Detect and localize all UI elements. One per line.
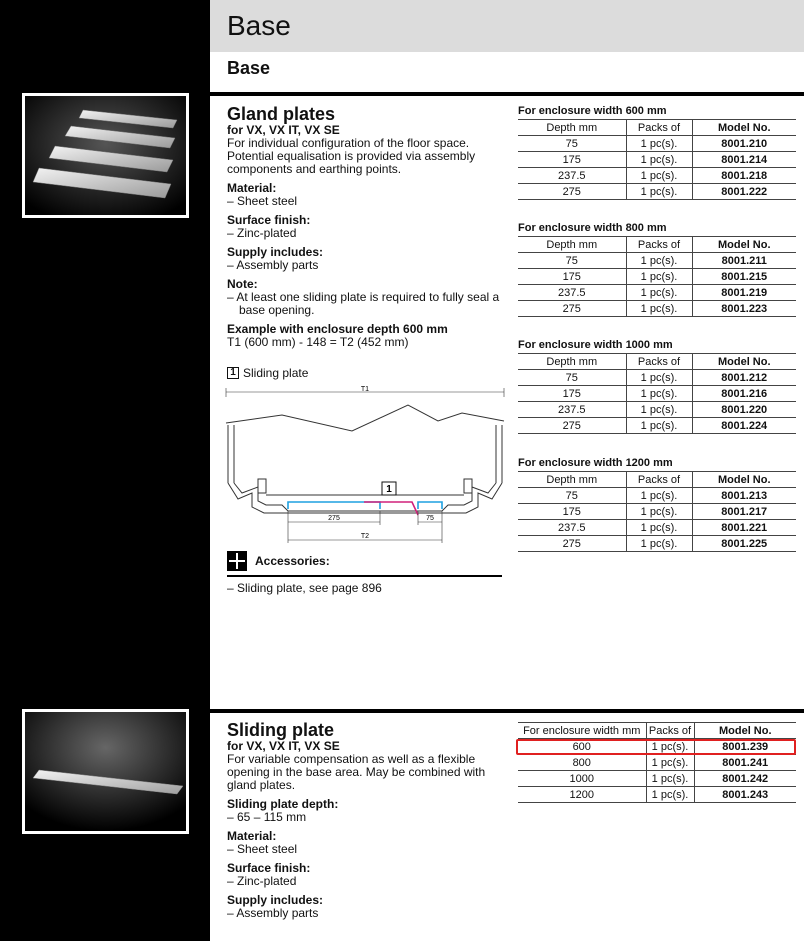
table-row — [518, 536, 796, 552]
cell-model: 8001.223 — [721, 302, 768, 315]
cell-depth: 175 — [518, 152, 626, 168]
header-model: Model No. — [718, 724, 772, 737]
header-model: Model No. — [717, 355, 771, 368]
sliding-surface: – Zinc-plated — [227, 874, 297, 888]
accessories-header — [227, 551, 502, 577]
sliding-depth: – 65 – 115 mm — [227, 810, 307, 824]
cell-packs: 1 pc(s). — [626, 269, 692, 285]
cell-packs: 1 pc(s). — [626, 285, 692, 301]
cell-model: 8001.210 — [721, 137, 768, 150]
gland-note-label: Note: — [227, 277, 258, 291]
header-packs: Packs of — [626, 120, 692, 136]
diagram-legend — [227, 366, 308, 380]
table-row — [518, 152, 796, 168]
page-header-bar — [210, 0, 804, 52]
cell-packs: 1 pc(s). — [626, 520, 692, 536]
header-depth: Depth mm — [518, 354, 626, 370]
cell-packs: 1 pc(s). — [626, 402, 692, 418]
diagram-label-75: 75 — [426, 515, 434, 522]
table-caption: For enclosure width 600 mm — [518, 105, 667, 117]
cell-model: 8001.221 — [721, 521, 768, 534]
sliding-material-label: Material: — [227, 829, 277, 843]
header-packs: Packs of — [626, 472, 692, 488]
cell-packs: 1 pc(s). — [626, 152, 692, 168]
cell-depth: 237.5 — [518, 168, 626, 184]
sliding-plate-illustration — [25, 712, 186, 831]
cell-depth: 75 — [518, 136, 626, 152]
cell-model: 8001.242 — [722, 772, 769, 785]
cell-model: 8001.214 — [721, 153, 768, 166]
accessories-section — [227, 551, 502, 595]
header-depth: Depth mm — [518, 472, 626, 488]
sliding-plate-image — [22, 709, 189, 834]
cell-packs: 1 pc(s). — [626, 184, 692, 200]
cell-packs: 1 pc(s). — [626, 488, 692, 504]
cell-packs: 1 pc(s). — [626, 504, 692, 520]
cell-width: 800 — [518, 755, 646, 771]
gland-plates-illustration — [25, 96, 186, 215]
cell-model: 8001.222 — [721, 185, 768, 198]
gland-surface: – Zinc-plated — [227, 226, 297, 240]
section-divider-sliding — [210, 709, 804, 713]
cell-depth: 237.5 — [518, 285, 626, 301]
accessories-label: Accessories: — [255, 554, 330, 568]
table-row — [518, 520, 796, 536]
table-row — [518, 253, 796, 269]
table-row — [518, 184, 796, 200]
table-header-row — [518, 354, 796, 370]
sliding-material: – Sheet steel — [227, 842, 298, 856]
cell-packs: 1 pc(s). — [626, 136, 692, 152]
accessories-item: – Sliding plate, see page 896 — [227, 581, 382, 595]
gland-supply: – Assembly parts — [227, 258, 319, 272]
table-header-row — [518, 237, 796, 253]
cell-depth: 175 — [518, 504, 626, 520]
table-row — [518, 301, 796, 317]
cell-depth: 275 — [518, 536, 626, 552]
table-header-row — [518, 120, 796, 136]
cell-model: 8001.225 — [721, 537, 768, 550]
plus-icon — [227, 551, 247, 571]
cell-model: 8001.220 — [721, 403, 768, 416]
cell-width: 1200 — [518, 787, 646, 803]
legend-text: Sliding plate — [243, 366, 309, 380]
cell-depth: 237.5 — [518, 402, 626, 418]
cell-model: 8001.213 — [721, 489, 768, 502]
table-sliding-plate — [518, 722, 796, 803]
header-packs: Packs of — [626, 354, 692, 370]
legend-number-box: 1 — [227, 367, 239, 379]
gland-example-label: Example with enclosure depth 600 mm — [227, 322, 448, 336]
table-width-800 — [518, 222, 796, 317]
cell-packs: 1 pc(s). — [626, 253, 692, 269]
cell-model: 8001.219 — [721, 286, 768, 299]
diagram-label-275: 275 — [328, 515, 340, 522]
sliding-plate-text — [227, 720, 502, 920]
cell-model: 8001.218 — [721, 169, 768, 182]
table-row — [518, 386, 796, 402]
table-row — [518, 269, 796, 285]
table-row — [518, 168, 796, 184]
cell-depth: 175 — [518, 269, 626, 285]
header-depth: Depth mm — [518, 237, 626, 253]
cell-model: 8001.224 — [721, 419, 768, 432]
table-row — [518, 504, 796, 520]
cell-packs: 1 pc(s). — [626, 386, 692, 402]
cell-depth: 275 — [518, 301, 626, 317]
sliding-subtitle: for VX, VX IT, VX SE — [227, 739, 340, 753]
sliding-description: For variable compensation as well as a flexible opening in the base area. May be combined with gland plates. — [227, 752, 486, 792]
diagram-label-t1: T1 — [360, 386, 370, 393]
cell-model: 8001.243 — [722, 788, 769, 801]
table-header-row — [518, 723, 796, 739]
gland-supply-label: Supply includes: — [227, 245, 324, 259]
diagram-label-t2: T2 — [360, 533, 370, 540]
sliding-title: Sliding plate — [227, 720, 335, 740]
cell-model: 8001.212 — [721, 371, 768, 384]
cell-width: 600 — [518, 739, 646, 755]
gland-subtitle: for VX, VX IT, VX SE — [227, 123, 340, 137]
gland-plates-text — [227, 104, 502, 349]
header-packs: Packs of — [646, 723, 694, 739]
sliding-supply: – Assembly parts — [227, 906, 319, 920]
cell-width: 1000 — [518, 771, 646, 787]
gland-surface-label: Surface finish: — [227, 213, 311, 227]
page-title: Base — [227, 10, 291, 41]
highlight-box-8001-239 — [516, 739, 796, 755]
sliding-surface-label: Surface finish: — [227, 861, 311, 875]
cell-packs: 1 pc(s). — [626, 301, 692, 317]
table-row — [518, 755, 796, 771]
cell-depth: 237.5 — [518, 520, 626, 536]
header-depth: Depth mm — [518, 120, 626, 136]
section-divider-gland — [210, 92, 804, 96]
cell-model: 8001.239 — [722, 740, 769, 753]
table-row — [518, 285, 796, 301]
sliding-supply-label: Supply includes: — [227, 893, 324, 907]
left-black-sidebar — [0, 0, 210, 941]
cell-packs: 1 pc(s). — [646, 755, 694, 771]
gland-plate-blue-marks — [288, 502, 442, 509]
cell-model: 8001.216 — [721, 387, 768, 400]
cell-packs: 1 pc(s). — [646, 739, 694, 755]
cell-model: 8001.215 — [721, 270, 768, 283]
table-header-row — [518, 472, 796, 488]
table-row — [518, 771, 796, 787]
cell-packs: 1 pc(s). — [646, 787, 694, 803]
base-cross-section-diagram — [222, 383, 510, 543]
header-packs: Packs of — [626, 237, 692, 253]
table-row — [518, 488, 796, 504]
cell-depth: 175 — [518, 386, 626, 402]
sliding-depth-label: Sliding plate depth: — [227, 797, 339, 811]
cell-model: 8001.211 — [721, 254, 767, 267]
table-row — [518, 136, 796, 152]
cell-packs: 1 pc(s). — [626, 536, 692, 552]
gland-material-label: Material: — [227, 181, 277, 195]
gland-note: – At least one sliding plate is required to fully seal a base opening. — [227, 290, 500, 317]
table-caption: For enclosure width 1200 mm — [518, 457, 673, 469]
cell-packs: 1 pc(s). — [646, 771, 694, 787]
cell-packs: 1 pc(s). — [626, 418, 692, 434]
cell-model: 8001.241 — [722, 756, 769, 769]
cell-depth: 75 — [518, 253, 626, 269]
table-row — [518, 370, 796, 386]
header-model: Model No. — [717, 473, 771, 486]
table-width-1000 — [518, 339, 796, 434]
gland-plates-image — [22, 93, 189, 218]
table-caption: For enclosure width 1000 mm — [518, 339, 673, 351]
cell-depth: 275 — [518, 184, 626, 200]
header-model: Model No. — [717, 238, 771, 251]
table-caption: For enclosure width 800 mm — [518, 222, 667, 234]
table-width-600 — [518, 105, 796, 200]
cell-model: 8001.217 — [721, 505, 768, 518]
table-row — [518, 418, 796, 434]
cell-depth: 275 — [518, 418, 626, 434]
page-subtitle: Base — [227, 58, 271, 78]
diagram-callout-1: 1 — [386, 484, 392, 495]
gland-example: T1 (600 mm) - 148 = T2 (452 mm) — [227, 335, 409, 349]
cell-depth: 75 — [518, 488, 626, 504]
gland-title: Gland plates — [227, 104, 336, 124]
cell-packs: 1 pc(s). — [626, 370, 692, 386]
cell-depth: 75 — [518, 370, 626, 386]
cell-packs: 1 pc(s). — [626, 168, 692, 184]
table-row — [518, 402, 796, 418]
header-model: Model No. — [717, 121, 771, 134]
header-enclosure-width: For enclosure width mm — [518, 723, 646, 739]
gland-material: – Sheet steel — [227, 194, 298, 208]
gland-description: For individual configuration of the floor space. Potential equalisation is provided via assembly components and earthing points. — [227, 136, 476, 176]
table-row — [518, 787, 796, 803]
table-width-1200 — [518, 457, 796, 552]
